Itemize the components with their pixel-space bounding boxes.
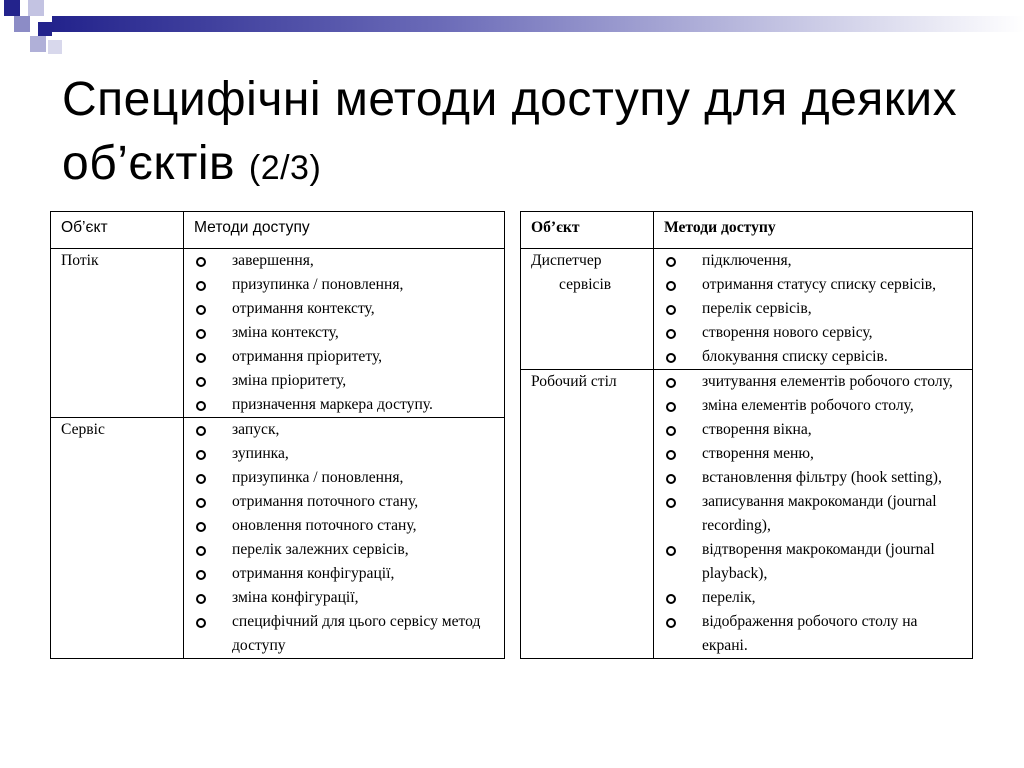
method-item: зміна елементів робочого столу, (664, 394, 966, 418)
method-item: блокування списку сервісів. (664, 345, 966, 369)
method-item: відображення робочого столу на екрані. (664, 610, 966, 658)
methods-cell (184, 418, 505, 659)
table-row (51, 249, 505, 418)
methods-list (194, 418, 498, 658)
object-cell (521, 249, 654, 370)
table-row (521, 249, 973, 370)
table-header-row (521, 212, 973, 249)
methods-cell (654, 249, 973, 370)
method-item: призначення маркера доступу. (194, 393, 498, 417)
method-item: підключення, (664, 249, 966, 273)
method-item: записування макрокоманди (journal recording), (664, 490, 966, 538)
method-item: зміна контексту, (194, 321, 498, 345)
method-item: відтворення макрокоманди (journal playback), (664, 538, 966, 586)
method-item: специфічний для цього сервісу метод доступу (194, 610, 498, 658)
decor-square (28, 0, 44, 16)
table-row (521, 370, 973, 659)
method-item: отримання статусу списку сервісів, (664, 273, 966, 297)
methods-list (194, 249, 498, 417)
method-item: перелік сервісів, (664, 297, 966, 321)
method-item: перелік, (664, 586, 966, 610)
decor-square (14, 16, 30, 32)
method-item: отримання пріоритету, (194, 345, 498, 369)
header-object: Об’єкт (521, 212, 654, 249)
decor-square (30, 36, 46, 52)
object-cell: Сервіс (51, 418, 184, 659)
header-methods: Методи доступу (654, 212, 973, 249)
object-name-line: Диспетчер (531, 252, 602, 269)
decor-square (4, 0, 20, 16)
slide-subtitle: (2/3) (248, 149, 322, 187)
method-item: зчитування елементів робочого столу, (664, 370, 966, 394)
header-gradient-bar (52, 16, 1024, 32)
method-item: призупинка / поновлення, (194, 273, 498, 297)
header-methods: Методи доступу (184, 212, 505, 249)
object-cell: Робочий стіл (521, 370, 654, 659)
method-item: призупинка / поновлення, (194, 466, 498, 490)
method-item: створення нового сервісу, (664, 321, 966, 345)
method-item: створення вікна, (664, 418, 966, 442)
method-item: перелік залежних сервісів, (194, 538, 498, 562)
method-item: отримання конфігурації, (194, 562, 498, 586)
object-cell: Потік (51, 249, 184, 418)
method-item: зміна пріоритету, (194, 369, 498, 393)
table-row (51, 418, 505, 659)
header-object: Об’єкт (51, 212, 184, 249)
slide-title (62, 68, 962, 200)
method-item: встановлення фільтру (hook setting), (664, 466, 966, 490)
method-item: зміна конфігурації, (194, 586, 498, 610)
header-decoration (0, 0, 1024, 56)
methods-list (664, 370, 966, 658)
methods-cell (184, 249, 505, 418)
method-item: запуск, (194, 418, 498, 442)
right-methods-table (520, 211, 973, 659)
methods-cell (654, 370, 973, 659)
method-item: зупинка, (194, 442, 498, 466)
object-name-line: сервісів (559, 276, 612, 293)
decor-square (48, 40, 62, 54)
method-item: завершення, (194, 249, 498, 273)
method-item: отримання контексту, (194, 297, 498, 321)
method-item: отримання поточного стану, (194, 490, 498, 514)
left-methods-table (50, 211, 505, 659)
method-item: створення меню, (664, 442, 966, 466)
decor-square (38, 22, 52, 36)
table-header-row (51, 212, 505, 249)
method-item: оновлення поточного стану, (194, 514, 498, 538)
methods-list (664, 249, 966, 369)
slide-title-text: Специфічні методи доступу для деяких об’єктів (62, 73, 958, 190)
